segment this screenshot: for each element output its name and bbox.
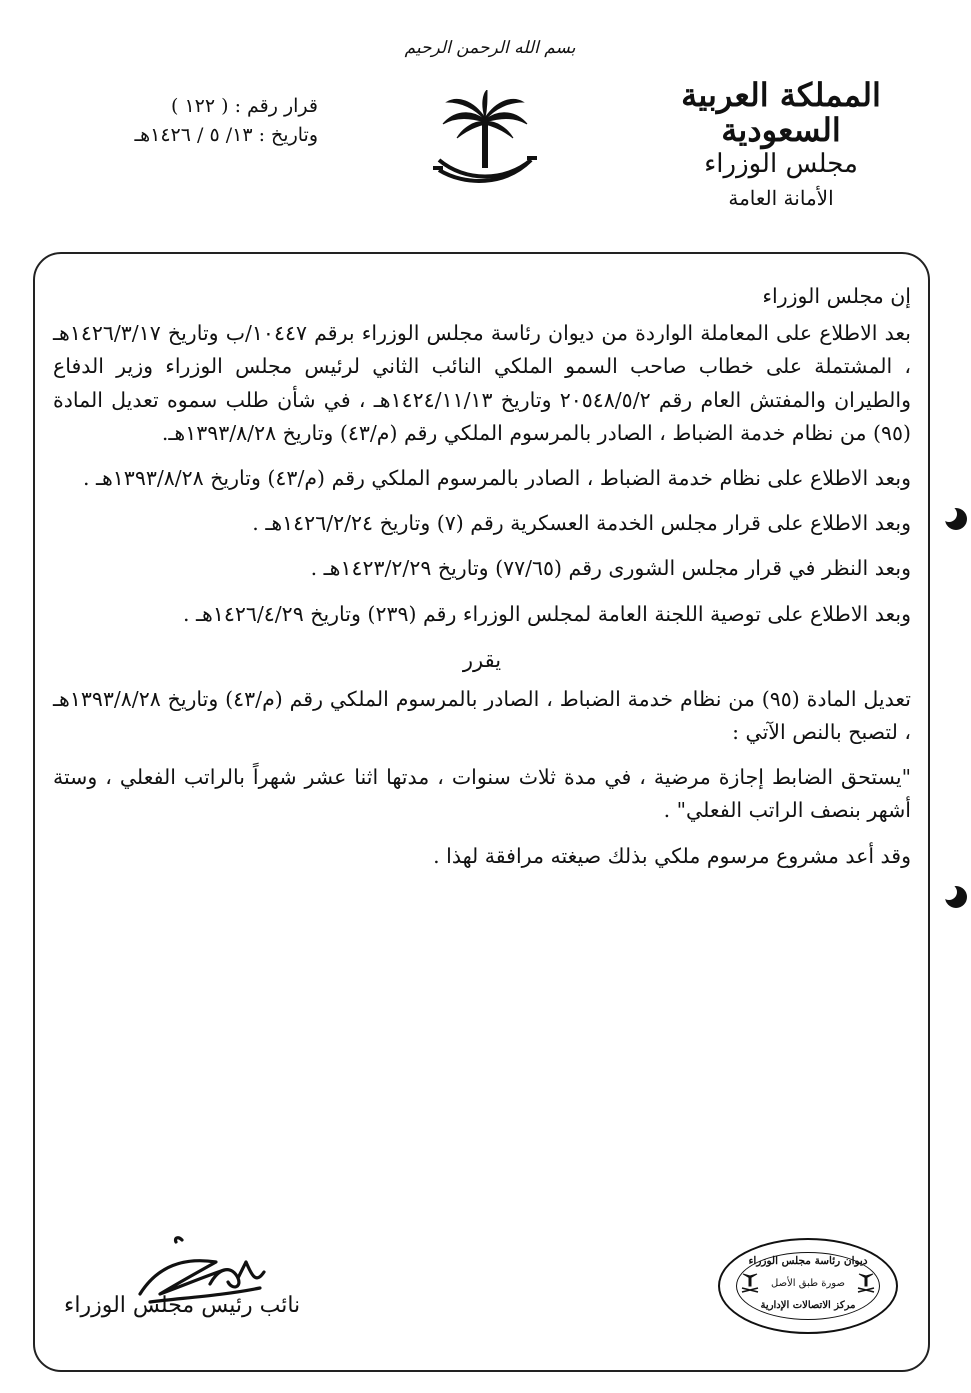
resolves-heading: يقرر <box>462 647 502 672</box>
secretariat-name: الأمانة العامة <box>728 186 834 211</box>
official-stamp <box>718 1238 898 1334</box>
stamp-middle-text: صورة طبق الأصل <box>771 1278 845 1289</box>
decision-date-row <box>58 121 318 150</box>
signer-title: نائب رئيس مجلس الوزراء <box>64 1293 301 1318</box>
decision-reference <box>58 92 318 151</box>
council-name: مجلس الوزراء <box>704 149 858 180</box>
decision-body <box>53 280 911 885</box>
basmala: بسم الله الرحمن الرحيم <box>404 38 576 58</box>
paragraph-general-committee: وبعد الاطلاع على توصية اللجنة العامة لمجلس الوزراء رقم (٢٣٩) وتاريخ ١٤٢٦/٤/٢٩هـ . <box>182 601 911 626</box>
paragraph-royal-decree-draft: وقد أعد مشروع مرسوم ملكي بذلك صيغته مرافقة لهذا . <box>433 843 911 868</box>
paragraph-shura-council: وبعد النظر في قرار مجلس الشورى رقم (٧٧/٦٥) وتاريخ ١٤٢٣/٢/٢٩هـ . <box>310 556 911 581</box>
stamp-emblem-icon <box>856 1272 876 1294</box>
decision-number-label: قرار رقم : <box>234 95 318 117</box>
paragraph-new-text: "يستحق الضابط إجازة مرضية ، في مدة ثلاث سنوات ، مدتها اثنا عشر شهراً بالراتب الفعلي ، وستة أشهر بنصف الراتب الفعلي" . <box>53 765 911 823</box>
punch-hole-icon <box>945 508 967 530</box>
punch-hole-icon <box>945 886 967 908</box>
decision-date-label: وتاريخ : <box>258 124 318 147</box>
stamp-bottom-text: مركز الاتصالات الإدارية <box>760 1300 856 1311</box>
opening-line: إن مجلس الوزراء <box>762 284 911 308</box>
paragraph-military-council: وبعد الاطلاع على قرار مجلس الخدمة العسكرية رقم (٧) وتاريخ ١٤٢٦/٢/٢٤هـ . <box>252 511 911 536</box>
paragraph-referral: بعد الاطلاع على المعاملة الواردة من ديوان رئاسة مجلس الوزراء برقم ١٠٤٤٧/ب وتاريخ ١٤٢٦/٣/١٧هـ ، المشتملة على خطاب صاحب السمو الملكي النائب الثاني لرئيس مجلس الوزراء وزير الدفاع والطيران والمفتش العام رقم ٢٠٥٤٨/٥/٢ وتاريخ ١٤٢٤/١١/١٣هـ ، في شأن طلب سموه تعديل المادة (٩٥) من نظام خدمة الضباط ، الصادر بالمرسوم الملكي رقم (م/٤٣) وتاريخ ١٣٩٣/٨/٢٨هـ. <box>53 321 911 445</box>
decision-date-value: ١٣/ ٥ / ١٤٢٦هـ <box>134 124 253 147</box>
decision-number-value: ( ١٢٢ ) <box>171 95 229 117</box>
paragraph-amendment: تعديل المادة (٩٥) من نظام خدمة الضباط ، الصادر بالمرسوم الملكي رقم (م/٤٣) وتاريخ ١٣٩٣/٨/٢٨هـ ، لتصبح بالنص الآتي : <box>53 686 911 745</box>
palm-swords-emblem-icon <box>425 90 545 200</box>
paragraph-officers-law: وبعد الاطلاع على نظام خدمة الضباط ، الصادر بالمرسوم الملكي رقم (م/٤٣) وتاريخ ١٣٩٣/٨/٢٨هـ . <box>82 466 911 491</box>
stamp-emblem-icon <box>740 1272 760 1294</box>
stamp-top-text: ديوان رئاسة مجلس الوزراء <box>748 1255 868 1267</box>
organization-header <box>631 78 931 210</box>
kingdom-name: المملكة العربية السعودية <box>681 76 881 150</box>
decision-number-row <box>58 92 318 121</box>
